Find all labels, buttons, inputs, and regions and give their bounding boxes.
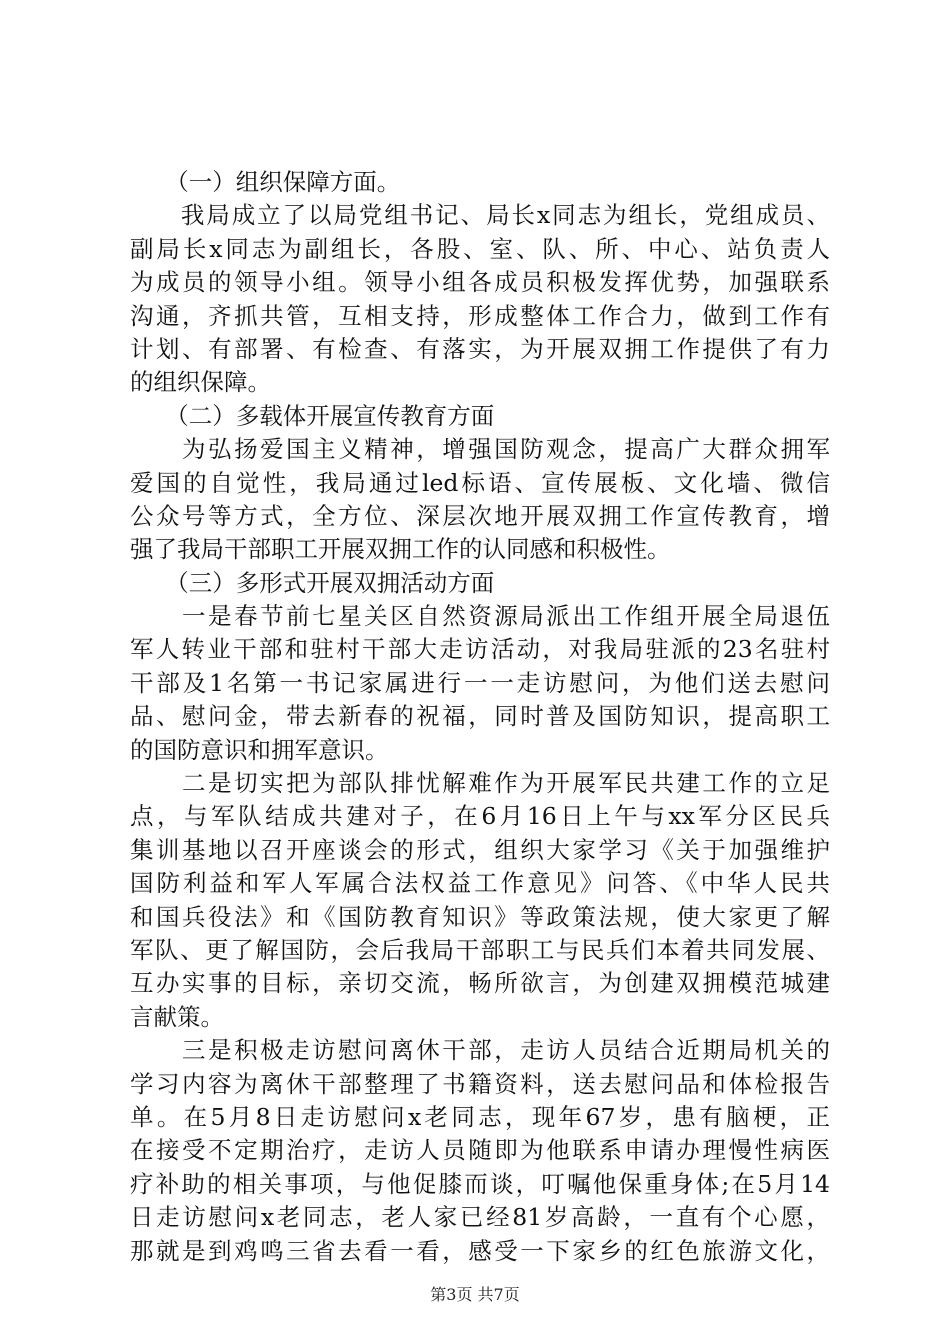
text-line: 一是春节前七星关区自然资源局派出工作组开展全局退伍 — [130, 602, 830, 631]
text-line: 我局成立了以局党组书记、局长x同志为组长，党组成员、 — [130, 201, 830, 230]
text-line: 和国兵役法》和《国防教育知识》等政策法规，使大家更了解 — [130, 902, 830, 931]
text-line: 军队、更了解国防，会后我局干部职工与民兵们本着共同发展、 — [130, 935, 830, 964]
text-line: （一）组织保障方面。 — [130, 168, 401, 196]
text-line: 集训基地以召开座谈会的形式，组织大家学习《关于加强维护 — [130, 835, 830, 864]
text-line: （二）多载体开展宣传教育方面 — [130, 401, 495, 430]
text-line: 的国防意识和拥军意识。 — [130, 735, 389, 764]
page-footer: 第3页 共7页 — [430, 1285, 520, 1304]
text-line: 爱国的自觉性，我局通过led标语、宣传展板、文化墙、微信 — [130, 468, 830, 497]
body-text — [130, 166, 830, 1268]
text-line: 副局长x同志为副组长，各股、室、队、所、中心、站负责人 — [130, 234, 830, 263]
text-line: 强了我局干部职工开展双拥工作的认同感和积极性。 — [130, 535, 671, 564]
text-line: 单。在5月8日走访慰问x老同志，现年67岁，患有脑梗，正 — [130, 1102, 830, 1131]
text-line: 的组织保障。 — [130, 368, 271, 397]
text-line: 互办实事的目标，亲切交流，畅所欲言，为创建双拥模范城建 — [130, 969, 830, 998]
text-line: 计划、有部署、有检查、有落实，为开展双拥工作提供了有力 — [130, 334, 830, 363]
text-line: 为成员的领导小组。领导小组各成员积极发挥优势，加强联系 — [130, 268, 830, 297]
text-line: 干部及1名第一书记家属进行一一走访慰问，为他们送去慰问 — [130, 668, 830, 697]
text-line: 三是积极走访慰问离休干部，走访人员结合近期局机关的 — [130, 1036, 830, 1065]
text-line: 言献策。 — [130, 1002, 224, 1031]
text-line: 日走访慰问x老同志，老人家已经81岁高龄，一直有个心愿， — [130, 1203, 830, 1232]
text-line: 疗补助的相关事项，与他促膝而谈，叮嘱他保重身体;在5月14 — [130, 1169, 830, 1198]
text-line: 国防利益和军人军属合法权益工作意见》问答、《中华人民共 — [130, 869, 830, 898]
text-line: 军人转业干部和驻村干部大走访活动，对我局驻派的23名驻村 — [130, 635, 830, 664]
text-line: 为弘扬爱国主义精神，增强国防观念，提高广大群众拥军 — [130, 435, 830, 464]
text-line: 二是切实把为部队排忧解难作为开展军民共建工作的立足 — [130, 769, 830, 798]
text-line: 品、慰问金，带去新春的祝福，同时普及国防知识，提高职工 — [130, 702, 830, 731]
text-line: 在接受不定期治疗，走访人员随即为他联系申请办理慢性病医 — [130, 1136, 830, 1165]
text-line: 公众号等方式，全方位、深层次地开展双拥工作宣传教育，增 — [130, 501, 830, 530]
text-line: 点，与军队结成共建对子，在6月16日上午与xx军分区民兵 — [130, 802, 830, 831]
text-line: （三）多形式开展双拥活动方面 — [130, 568, 495, 597]
text-line: 沟通，齐抓共管，互相支持，形成整体工作合力，做到工作有 — [130, 301, 830, 330]
text-line: 那就是到鸡鸣三省去看一看，感受一下家乡的红色旅游文化， — [130, 1236, 830, 1265]
text-line: 学习内容为离休干部整理了书籍资料，送去慰问品和体检报告 — [130, 1069, 830, 1098]
